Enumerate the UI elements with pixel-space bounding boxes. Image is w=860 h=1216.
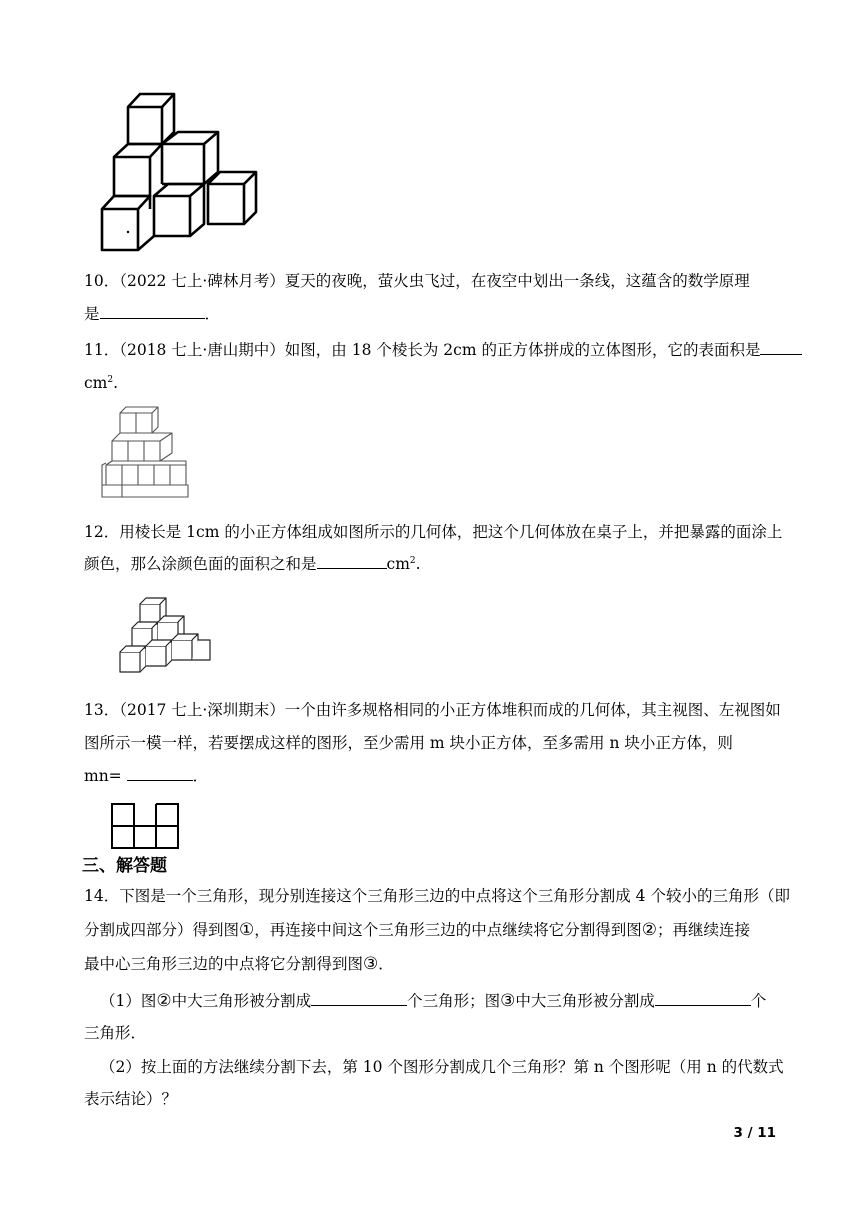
cube-stack-figure-3 bbox=[116, 594, 216, 676]
section-heading: 三、解答题 bbox=[82, 856, 167, 876]
q12-text-line2 bbox=[84, 553, 421, 575]
q14-text-d: 最中心三角形三边的中点将它分割得到图 bbox=[84, 955, 364, 973]
q14-text-b: ，再连接中间这个三角形三边的中点继续将它分割得到图 bbox=[254, 921, 642, 939]
q12-end: . bbox=[415, 555, 421, 573]
q13-text-line3 bbox=[84, 765, 208, 787]
cube-stack-figure-1 bbox=[98, 88, 262, 254]
q12-text: 颜色，那么涂颜色面的面积之和是 bbox=[84, 555, 317, 573]
q14-text-e: ． bbox=[378, 955, 394, 973]
q14-part1-blank-1[interactable] bbox=[311, 990, 407, 1006]
q14-text-line2 bbox=[84, 919, 750, 941]
q11-unit-sup: 2 bbox=[107, 375, 114, 385]
q11-answer-blank[interactable] bbox=[760, 339, 802, 355]
q13-text-line2: 图所示一模一样，若要摆成这样的图形，至少需用 m 块小正方体，至多需用 n 块小正方体，则 bbox=[84, 734, 733, 752]
q11-end: . bbox=[113, 374, 119, 392]
q14-text-line3 bbox=[84, 953, 394, 975]
q10-prefix: 是 bbox=[84, 305, 100, 323]
q11-unit: cm bbox=[84, 374, 108, 392]
q14-part1-blank-2[interactable] bbox=[655, 990, 751, 1006]
cube-stack-figure-2 bbox=[100, 405, 192, 499]
page-number: 3 / 11 bbox=[733, 1125, 776, 1141]
q10-suffix: ． bbox=[204, 305, 221, 323]
q10-text-line1: 10．（2022 七上·碑林月考）夏天的夜晚，萤火虫飞过，在夜空中划出一条线，这蕴含的数学原理 bbox=[84, 272, 750, 290]
q14-part2-line1: （2）按上面的方法继续分割下去，第 10 个图形分割成几个三角形？第 n 个图形呢（用 n 的代数式 bbox=[100, 1058, 784, 1076]
q12-text-line1: 12．用棱长是 1cm 的小正方体组成如图所示的几何体，把这个几何体放在桌子上，并把暴露的面涂上 bbox=[84, 523, 783, 541]
circled-two-label: ② bbox=[156, 991, 172, 1011]
q13-prefix: mn= bbox=[84, 767, 122, 785]
q10-answer-blank[interactable] bbox=[100, 303, 205, 319]
q14-text-c: ；再继续连接 bbox=[657, 921, 751, 939]
circled-three-label: ③ bbox=[500, 991, 516, 1011]
q13-suffix: ． bbox=[192, 767, 209, 785]
q11-text-line1 bbox=[84, 339, 802, 361]
q14-part1-d: 中大三角形被分割成 bbox=[515, 992, 655, 1010]
q11-text: 11．（2018 七上·唐山期中）如图，由 18 个棱长为 2cm 的正方体拼成的立体图形，它的表面积是 bbox=[84, 341, 761, 359]
circled-one-label: ① bbox=[239, 920, 255, 940]
q13-text-line1: 13．（2017 七上·深圳期末）一个由许多规格相同的小正方体堆积而成的几何体，其主视图、左视图如 bbox=[84, 701, 781, 719]
q14-part1-c: 个三角形；图 bbox=[407, 992, 501, 1010]
q14-part1-line1 bbox=[100, 990, 766, 1012]
q14-part1-b: 中大三角形被分割成 bbox=[171, 992, 312, 1010]
q14-part1-e: 个 bbox=[750, 992, 767, 1010]
q14-part2-line2: 表示结论）？ bbox=[84, 1090, 178, 1108]
q11-text-line2 bbox=[84, 372, 118, 394]
q12-unit-sup: 2 bbox=[409, 556, 416, 566]
q10-text-line2 bbox=[84, 303, 220, 325]
q14-part1-a: （1）图 bbox=[100, 992, 157, 1010]
q14-text-a: 分割成四部分）得到图 bbox=[84, 921, 240, 939]
circled-three-label: ③ bbox=[363, 954, 379, 974]
view-grid-figure bbox=[110, 802, 182, 850]
q12-answer-blank[interactable] bbox=[317, 553, 387, 569]
q13-answer-blank[interactable] bbox=[127, 765, 193, 781]
q14-text-line1: 14．下图是一个三角形，现分别连接这个三角形三边的中点将这个三角形分割成 4 个较小的三角形（即 bbox=[84, 887, 790, 905]
q14-part1-line2: 三角形． bbox=[84, 1024, 147, 1042]
q12-unit: cm bbox=[386, 555, 410, 573]
circled-two-label: ② bbox=[641, 920, 658, 940]
